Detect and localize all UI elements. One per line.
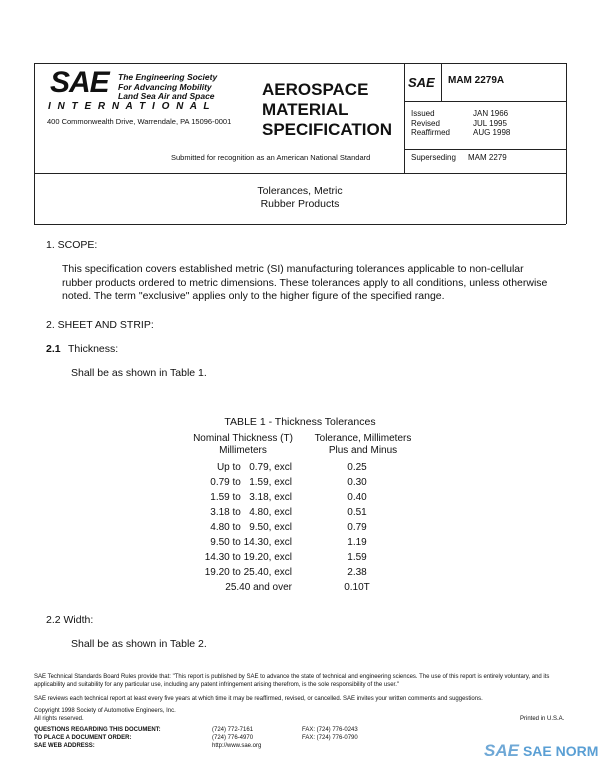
tol-cell: 2.38 [347,567,367,578]
footer-notice-2: SAE reviews each technical report at least every five years at which time it may be reaffirmed, revised, or cancelled. SAE invites your written comments and suggestions. [34,696,483,702]
table-row [182,507,422,522]
range-cell: 9.50 to 14.30, excl [210,537,292,548]
address: 400 Commonwealth Drive, Warrendale, PA 15096-0001 [47,117,232,126]
copyright: Copyright 1998 Society of Automotive Engineers, Inc. [34,708,176,714]
range-cell: 14.30 to 19.20, excl [204,552,292,563]
questions-row [34,726,358,734]
title-line1: AEROSPACE [262,80,369,99]
tol-cell: 0.30 [347,477,367,488]
section-2-1-heading [46,343,118,355]
order-phone: (724) 776-4970 [212,735,254,741]
header-logo-divider [441,63,442,101]
issued-date: JAN 1966 [473,109,509,118]
reaffirmed-date: AUG 1998 [473,128,511,137]
title-line3: SPECIFICATION [262,120,393,139]
range-cell: 1.59 to 3.18, excl [210,492,292,503]
col2-header [304,433,422,457]
questions-label: QUESTIONS REGARDING THIS DOCUMENT: [34,727,161,733]
web-row [34,742,358,750]
reaffirmed-label: Reaffirmed [411,128,450,137]
tol-cell: 0.51 [347,507,367,518]
table-row [182,537,422,552]
tol-cell: 0.79 [347,522,367,533]
col1-header-line2: Millimeters [219,445,267,456]
society-line2: For Advancing Mobility [118,81,212,92]
title-line2: MATERIAL [262,100,349,119]
superseding-label: Superseding [411,153,456,162]
doc-title-line2: Rubber Products [260,198,340,210]
col2-header-line1: Tolerance, Millimeters [314,433,412,444]
doc-title-line1: Tolerances, Metric [257,185,343,197]
issued-label: Issued [411,109,435,118]
order-row [34,734,358,742]
tol-cell: 0.25 [347,462,367,473]
title-box-right-rule [566,173,567,224]
questions-fax: FAX: (724) 776-0243 [302,727,358,733]
table-row [182,582,422,597]
contact-block [34,726,358,750]
section-2-2-heading: 2.2 Width: [46,614,94,626]
table-row [182,552,422,567]
watermark-text: SAE NORM [522,743,599,759]
header-divider [404,63,405,173]
international-label: I N T E R N A T I O N A L [48,101,212,112]
table-header-row [182,433,422,457]
col2-header-line2: Plus and Minus [328,445,398,456]
order-label: TO PLACE A DOCUMENT ORDER: [34,735,132,741]
tol-cell: 0.10T [344,582,370,593]
header-top-rule [34,63,566,64]
range-cell: Up to 0.79, excl [216,462,292,473]
tol-cell: 1.19 [347,537,367,548]
order-fax: FAX: (724) 776-0790 [302,735,358,741]
header-left-rule [34,63,35,173]
section-2-1-number: 2.1 [46,343,61,355]
table-1-title: TABLE 1 - Thickness Tolerances [224,416,376,428]
section-1-heading: 1. SCOPE: [46,239,98,251]
doc-title [34,185,566,211]
title-box-bottom-rule [34,224,566,225]
header-bottom-rule [34,173,566,174]
table-row [182,522,422,537]
questions-phone: (724) 772-7161 [212,727,254,733]
rights: All rights reserved. [34,716,84,722]
table-row [182,492,422,507]
dates-block [411,109,510,138]
society-line3: Land Sea Air and Space [118,91,215,101]
web-url[interactable]: http://www.sae.org [212,743,262,749]
section-2-1-text: Shall be as shown in Table 1. [71,367,207,379]
table-1 [182,433,422,597]
header-right-divider [404,101,566,102]
revised-label: Revised [411,118,440,128]
web-label: SAE WEB ADDRESS: [34,743,95,749]
revised-date: JUL 1995 [473,118,507,128]
tol-cell: 1.59 [347,552,367,563]
footer-notice-1: SAE Technical Standards Board Rules provide that: "This report is published by SAE to advance the state of technical and engineering sciences. The use of this report is entirely voluntary, and its applicability and suitability for any particular use, including any patent infringement arising therefrom, is the sole responsibility of the user." [34,674,550,688]
sae-norm-watermark [484,741,598,761]
spec-title [262,80,392,140]
tol-cell: 0.40 [347,492,367,503]
section-2-1-label: Thickness: [68,343,119,355]
sae-logo: SAE [50,66,109,99]
col1-header-line1: Nominal Thickness (T) [193,433,293,444]
header-right-rule [566,63,567,173]
society-name [118,73,217,102]
society-line1: The Engineering Society [118,72,218,82]
table-row [182,462,422,477]
superseding-value: MAM 2279 [468,153,507,162]
range-cell: 3.18 to 4.80, excl [210,507,292,518]
range-cell: 0.79 to 1.59, excl [210,477,292,488]
superseding-row [411,153,507,162]
section-1-text: This specification covers established metric (SI) manufacturing tolerances applicable to non-cellular rubber products ordered to metric dimensions. These tolerances apply to all conditions, unless otherwise noted. The term "exclusive" applies only to the higher figure of the specified range. [62,263,548,302]
printed-in: Printed in U.S.A. [520,716,565,722]
header-superseding-rule [404,149,566,150]
table-body [182,462,422,597]
section-2-2-text: Shall be as shown in Table 2. [71,638,207,650]
range-cell: 25.40 and over [225,582,292,593]
table-row [182,477,422,492]
section-2-heading: 2. SHEET AND STRIP: [46,319,154,331]
sae-small-logo: SAE [408,75,435,90]
range-cell: 19.20 to 25.40, excl [204,567,292,578]
table-row [182,567,422,582]
col1-header [182,433,304,457]
watermark-logo: SAE [484,741,519,760]
range-cell: 4.80 to 9.50, excl [210,522,292,533]
doc-number: MAM 2279A [448,75,505,86]
submitted-note: Submitted for recognition as an American National Standard [171,153,371,162]
